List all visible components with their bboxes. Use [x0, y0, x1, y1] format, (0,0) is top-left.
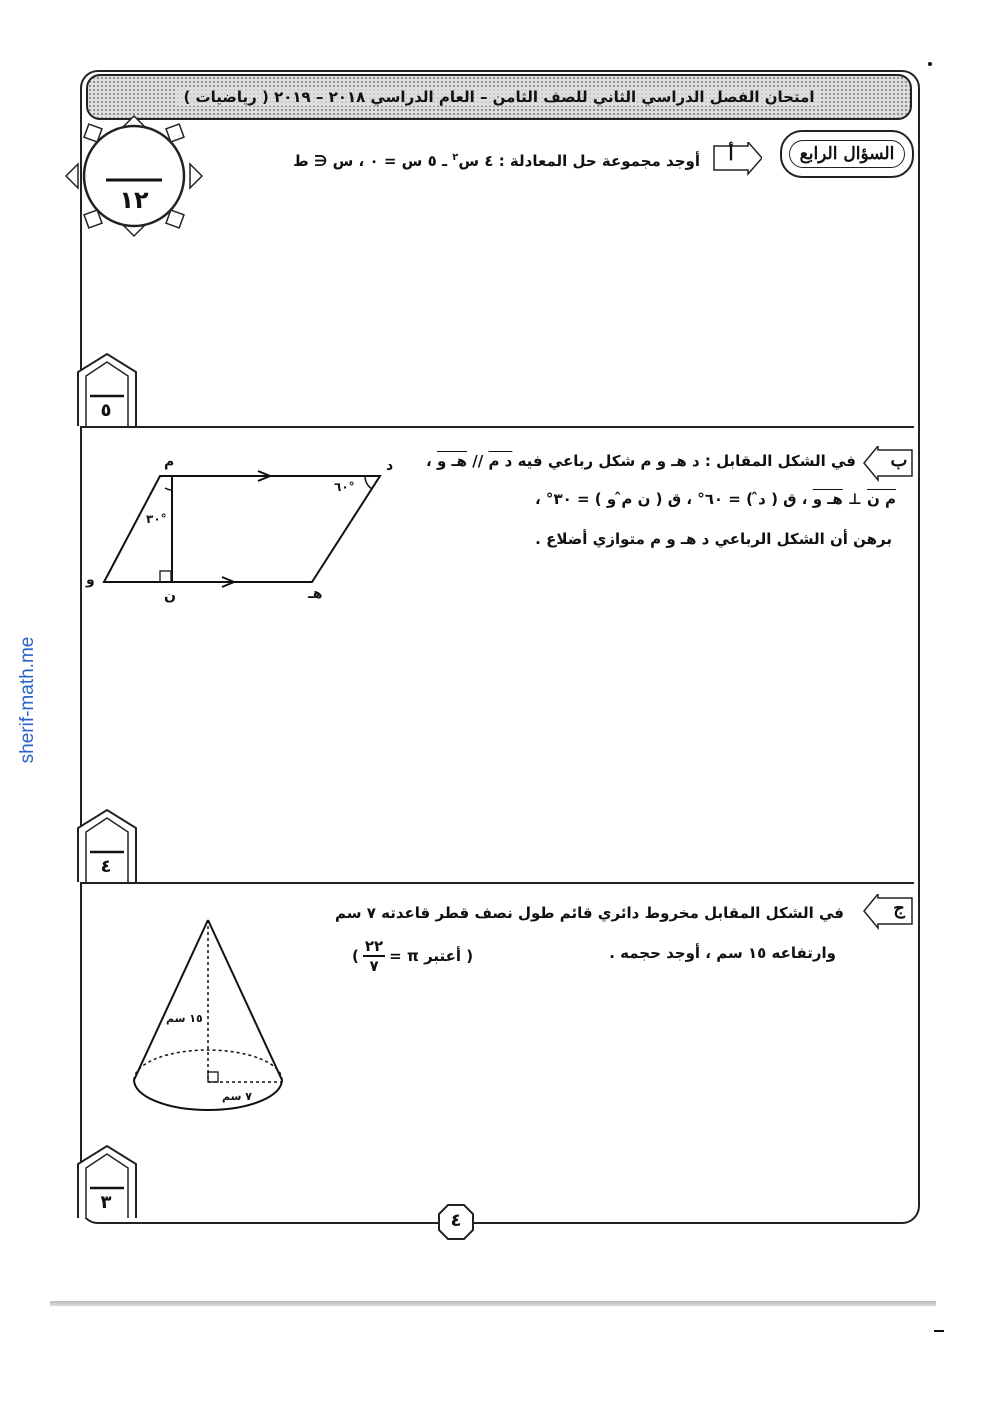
parallel-symbol: // [467, 452, 489, 470]
part-a-letter: أ [728, 144, 734, 165]
part-b-line2-end: ، ق ( د̂ ) = ٦٠° ، ق ( ن م̂ و ) = ٣٠° ، [535, 490, 813, 508]
exam-header [86, 74, 912, 120]
part-a-score-box [76, 352, 136, 426]
vertex-label-h: هـ [308, 586, 323, 602]
part-b-score: ٤ [100, 856, 112, 877]
separator-a-b [82, 426, 914, 428]
part-c-letter: ج [893, 898, 905, 919]
angle-m-label: ٣٠° [146, 512, 167, 526]
footer-line [50, 1301, 936, 1306]
segment-hw-2: هـ و [812, 490, 843, 508]
watermark [8, 600, 48, 800]
separator-b-c [82, 882, 914, 884]
segment-hw: هـ و [436, 452, 468, 470]
part-b-line2 [535, 490, 896, 508]
part-b-line1-start: في الشكل المقابل : د هـ و م شكل رباعي فيه [512, 452, 856, 470]
segment-mn: م ن [866, 490, 896, 508]
hint-close: ) [352, 947, 359, 965]
vertex-label-m: م [164, 454, 175, 470]
vertex-label-n: ن [164, 588, 176, 604]
parallelogram-figure [82, 452, 412, 618]
part-c-line2: وارتفاعه ١٥ سم ، أوجد حجمه . [609, 944, 836, 962]
part-a-text-end: ـ ٥ س = ٠ ، س ∈ ط [293, 152, 453, 170]
vertex-label-d: د [386, 458, 394, 474]
part-a-question [293, 152, 700, 170]
segment-dm: د م [488, 452, 513, 470]
hint-open: ( أعتبر π = [389, 947, 474, 965]
page-number-badge [438, 1204, 474, 1240]
part-b-line1-end: ، [426, 452, 437, 470]
vertex-label-w: و [86, 572, 95, 588]
perpendicular-symbol: ⊥ [842, 490, 867, 508]
total-score-badge [64, 114, 204, 238]
part-a-letter-box [712, 142, 752, 174]
part-c-line1: في الشكل المقابل مخروط دائري قائم طول نصف قطر قاعدته ٧ سم [335, 904, 844, 922]
fraction-22-7 [363, 937, 385, 975]
exam-header-title: امتحان الفصل الدراسي الثاني للصف الثامن – العام الدراسي ٢٠١٨ – ٢٠١٩ ( رياضيات ) [177, 88, 820, 106]
part-b-line3: برهن أن الشكل الرباعي د هـ و م متوازي أضلاع . [535, 530, 892, 548]
angle-d-label: ٦٠° [334, 480, 355, 494]
cone-figure [126, 916, 296, 1126]
part-a-score: ٥ [100, 400, 112, 421]
part-b-letter: ب [890, 450, 908, 471]
part-b-score-box [76, 808, 136, 882]
page-number: ٤ [450, 1210, 462, 1231]
cone-height-label: ١٥ سم [166, 1012, 203, 1025]
question-title-badge [780, 130, 914, 178]
watermark-text: sherif-math.me [17, 636, 38, 764]
fraction-numerator: ٢٢ [364, 937, 384, 955]
part-c-hint [352, 934, 473, 978]
question-title: السؤال الرابع [789, 140, 906, 168]
dot-mark [928, 62, 932, 66]
part-c-score: ٣ [100, 1192, 112, 1213]
cone-radius-label: ٧ سم [222, 1090, 252, 1103]
fraction-denominator: ٧ [369, 957, 379, 975]
sun-badge-icon [64, 114, 204, 238]
part-b-line1 [426, 452, 856, 470]
part-a-text: أوجد مجموعة حل المعادلة : ٤ س [458, 152, 700, 170]
dash-mark [934, 1330, 944, 1332]
part-c-letter-box [862, 894, 905, 926]
total-score-value: ١٢ [119, 186, 149, 214]
part-a-exponent: ٢ [452, 152, 459, 163]
part-c-score-box [76, 1144, 136, 1218]
part-b-letter-box [862, 446, 908, 478]
